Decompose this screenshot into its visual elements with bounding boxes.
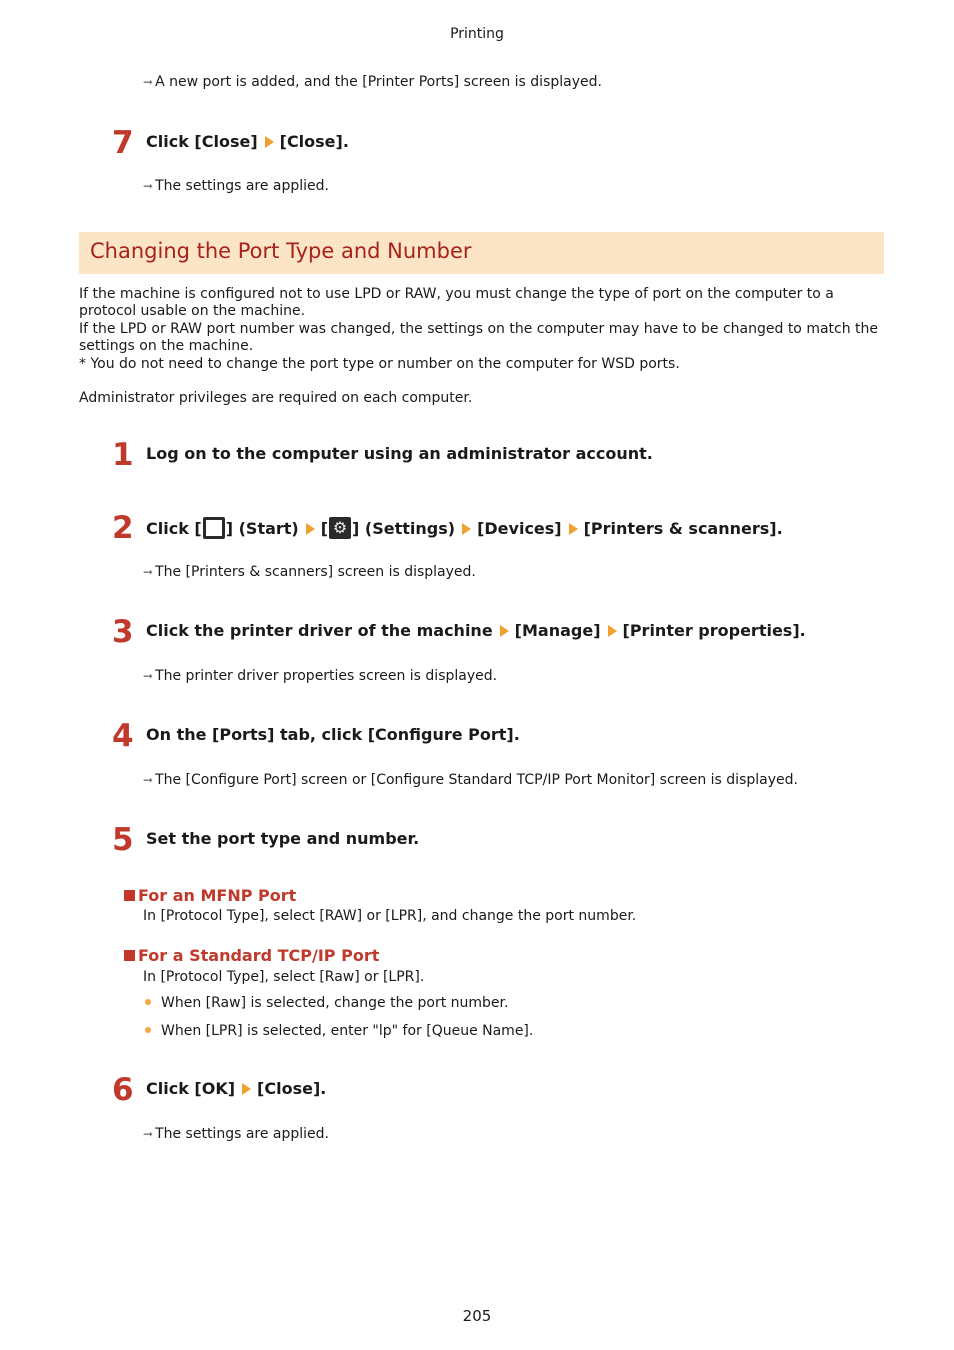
orange-triangle-icon: [306, 523, 315, 535]
result-text: The settings are applied.: [155, 178, 330, 194]
page-number: 205: [462, 1307, 492, 1325]
step-instruction: [146, 132, 349, 151]
step-text-part: Click [OK]: [146, 1079, 236, 1098]
list-item-text: When [LPR] is selected, enter "lp" for [Queue Name].: [161, 1023, 534, 1039]
page-header: Printing: [450, 26, 504, 42]
result-line: [143, 178, 329, 194]
result-line: [143, 564, 476, 580]
windows-start-icon: [203, 517, 225, 539]
body-text: In [Protocol Type], select [RAW] or [LPR], and change the port number.: [143, 908, 637, 924]
orange-triangle-icon: [500, 625, 509, 637]
step-text-part: Click [Close]: [146, 132, 258, 151]
step-text-part: Click the printer driver of the machine: [146, 621, 493, 640]
result-line: [143, 668, 497, 684]
step-instruction: [146, 621, 806, 640]
orange-triangle-icon: [265, 136, 274, 148]
step-instruction: On the [Ports] tab, click [Configure Port].: [146, 725, 520, 744]
result-text: A new port is added, and the [Printer Ports] screen is displayed.: [155, 74, 602, 90]
right-arrow-icon: ➞: [143, 565, 153, 579]
right-arrow-icon: ➞: [143, 669, 153, 683]
step-number: 5: [112, 822, 134, 858]
bullet-dot-icon: [145, 1027, 151, 1033]
subsection-heading-mfnp: [124, 886, 296, 905]
subsection-heading-text: For an MFNP Port: [138, 886, 297, 905]
step-text-part: Click [: [146, 519, 202, 538]
step-text-part: [Close].: [279, 132, 349, 151]
result-text: The printer driver properties screen is displayed.: [155, 668, 498, 684]
result-line: [143, 772, 798, 788]
intro-paragraph: [79, 286, 879, 373]
right-arrow-icon: ➞: [143, 773, 153, 787]
step-number: 3: [112, 614, 134, 650]
step-instruction: Log on to the computer using an administrator account.: [146, 444, 653, 463]
result-text: The [Configure Port] screen or [Configure Standard TCP/IP Port Monitor] screen is displayed.: [155, 772, 798, 788]
intro-line: If the machine is configured not to use LPD or RAW, you must change the type of port on the computer to a protocol usable on the machine.: [79, 286, 834, 320]
bullet-dot-icon: [145, 999, 151, 1005]
step-text-part: [Devices]: [477, 519, 562, 538]
orange-triangle-icon: [569, 523, 578, 535]
orange-triangle-icon: [608, 625, 617, 637]
gear-icon: ⚙: [329, 517, 351, 539]
result-text: The settings are applied.: [155, 1126, 330, 1142]
list-item-text: When [Raw] is selected, change the port number.: [161, 995, 509, 1011]
square-bullet-icon: [124, 890, 135, 901]
body-text: In [Protocol Type], select [Raw] or [LPR].: [143, 969, 425, 985]
intro-line: If the LPD or RAW port number was changed, the settings on the computer may have to be changed to match the settings on the machine.: [79, 320, 879, 355]
right-arrow-icon: ➞: [143, 75, 153, 89]
step-number: 6: [112, 1072, 134, 1108]
result-line: [143, 74, 602, 90]
right-arrow-icon: ➞: [143, 179, 153, 193]
step-number: 2: [112, 510, 134, 546]
subsection-heading-tcpip: [124, 946, 379, 965]
step-text-part: [Manage]: [514, 621, 601, 640]
orange-triangle-icon: [462, 523, 471, 535]
step-text-part: [Printer properties].: [622, 621, 806, 640]
right-arrow-icon: ➞: [143, 1127, 153, 1141]
section-title: Changing the Port Type and Number: [90, 239, 472, 263]
list-item: [143, 1023, 533, 1039]
step-text-part: [: [320, 519, 329, 538]
intro-line: * You do not need to change the port type or number on the computer for WSD ports.: [79, 355, 680, 372]
list-item: [143, 995, 508, 1011]
result-line: [143, 1126, 329, 1142]
step-text-part: [Printers & scanners].: [583, 519, 783, 538]
step-instruction: [146, 1079, 326, 1098]
step-number: 4: [112, 718, 134, 754]
result-text: The [Printers & scanners] screen is displayed.: [155, 564, 476, 580]
step-text-part: [Close].: [257, 1079, 327, 1098]
step-text-part: ] (Settings): [352, 519, 456, 538]
step-instruction: Set the port type and number.: [146, 829, 420, 848]
step-number: 1: [112, 437, 134, 473]
orange-triangle-icon: [242, 1083, 251, 1095]
subsection-heading-text: For a Standard TCP/IP Port: [138, 946, 380, 965]
admin-note: Administrator privileges are required on each computer.: [79, 390, 473, 406]
step-number: 7: [112, 125, 134, 161]
square-bullet-icon: [124, 950, 135, 961]
step-instruction: [146, 517, 783, 539]
step-text-part: ] (Start): [225, 519, 299, 538]
